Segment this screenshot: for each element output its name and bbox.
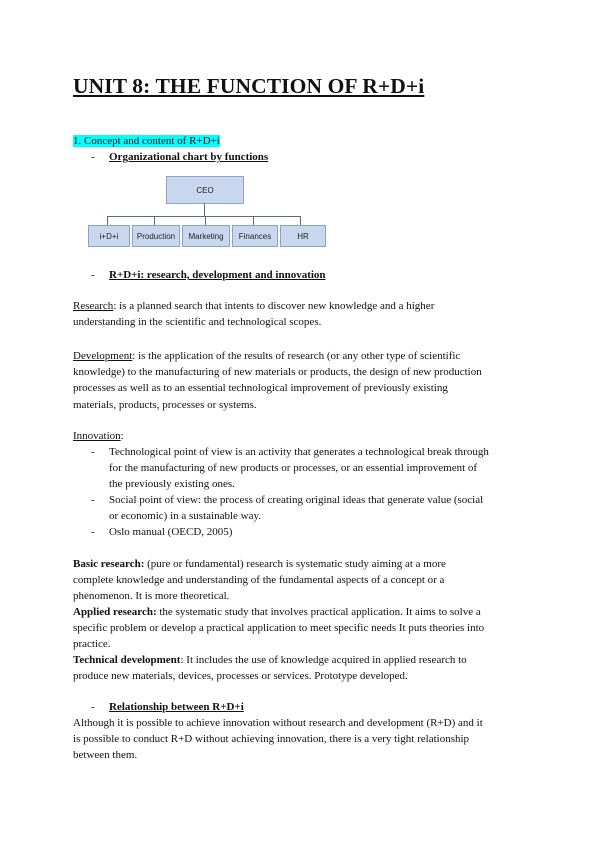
section-heading [73, 133, 533, 149]
paragraph-line: complete knowledge and understanding of the fundamental aspects of a concept or a [73, 574, 445, 587]
technical-development-term: Technical development [73, 654, 181, 666]
org-box-marketing: Marketing [182, 225, 230, 247]
paragraph-line: knowledge) to the manufacturing of new materials or products, the design of new production [73, 366, 482, 379]
innovation-bullet-technological [109, 444, 539, 493]
relationship-heading: Relationship between R+D+i [109, 701, 244, 713]
bullet-dash: - [91, 151, 95, 163]
applied-research-paragraph [73, 604, 533, 653]
page-title: UNIT 8: THE FUNCTION OF R+D+i [73, 74, 425, 98]
org-connector [154, 216, 155, 225]
org-box-finances: Finances [232, 225, 278, 247]
paragraph-line: : It includes the use of knowledge acquired in applied research to [180, 654, 467, 666]
org-box-ceo: CEO [166, 176, 244, 204]
innovation-heading [73, 428, 533, 444]
paragraph-line: processes as well as to an essential technological improvement of previously existing [73, 382, 448, 395]
org-box-idi: i+D+i [88, 225, 130, 247]
basic-research-paragraph [73, 556, 533, 605]
bullet-dash: - [91, 494, 95, 506]
paragraph-line: phenomenon. It is more theoretical. [73, 590, 230, 603]
org-connector [107, 216, 108, 225]
bullet-dash: - [91, 701, 95, 713]
paragraph-line: : is a planned search that intents to discover new knowledge and a higher [113, 300, 435, 312]
development-paragraph [73, 348, 533, 413]
paragraph-line: practice. [73, 638, 111, 651]
innovation-bullet-social [109, 492, 539, 524]
bullet-dash: - [91, 526, 95, 538]
basic-research-term: Basic research: [73, 558, 145, 570]
org-connector [107, 216, 300, 217]
bullet-line: the previously existing ones. [109, 478, 235, 491]
paragraph-line: the systematic study that involves practical application. It aims to solve a [156, 606, 481, 618]
org-connector [253, 216, 254, 225]
bullet-line: Social point of view: the process of creating original ideas that generate value (social [109, 494, 484, 506]
research-paragraph [73, 298, 533, 330]
section-heading-text: 1. Concept and content of R+D+i [73, 135, 220, 147]
bullet-line: or economic) in a sustainable way. [109, 510, 262, 523]
paragraph-line: understanding in the scientific and technological scopes. [73, 316, 322, 329]
innovation-colon: : [120, 430, 124, 442]
paragraph-line: (pure or fundamental) research is systematic study aiming at a more [144, 558, 446, 570]
paragraph-line: materials, products, processes or systems. [73, 398, 257, 411]
paragraph-line: between them. [73, 749, 138, 762]
paragraph-line: : is the application of the results of research (or any other type of scientific [132, 350, 461, 362]
org-box-hr: HR [280, 225, 326, 247]
org-connector [205, 216, 206, 225]
innovation-term: Innovation [73, 430, 121, 442]
paragraph-line: specific problem or develop a practical application to meet specific needs It puts theories into [73, 622, 485, 635]
research-term: Research [73, 300, 114, 312]
development-term: Development [73, 350, 133, 362]
org-chart [88, 176, 328, 248]
bullet-line: Technological point of view is an activity that generates a technological break through [109, 446, 489, 458]
paragraph-line: produce new materials, devices, processes or services. Prototype developed. [73, 670, 408, 683]
bullet-dash: - [91, 269, 95, 281]
applied-research-term: Applied research: [73, 606, 157, 618]
technical-development-paragraph [73, 652, 533, 684]
paragraph-line: is possible to conduct R+D without achieving innovation, there is a very tight relationship [73, 733, 470, 746]
bullet-dash: - [91, 446, 95, 458]
bullet-line: Oslo manual (OECD, 2005) [109, 526, 233, 538]
rdi-heading: R+D+i: research, development and innovation [109, 269, 326, 281]
bullet-line: for the manufacturing of new products or processes, or an essential improvement of [109, 462, 478, 475]
paragraph-line: Although it is possible to achieve innovation without research and development (R+D) and it [73, 717, 483, 729]
org-connector [204, 203, 205, 216]
innovation-bullet-oslo [109, 524, 539, 540]
relationship-paragraph [73, 715, 533, 764]
org-box-production: Production [132, 225, 180, 247]
org-connector [300, 216, 301, 225]
org-chart-heading: Organizational chart by functions [109, 151, 269, 163]
